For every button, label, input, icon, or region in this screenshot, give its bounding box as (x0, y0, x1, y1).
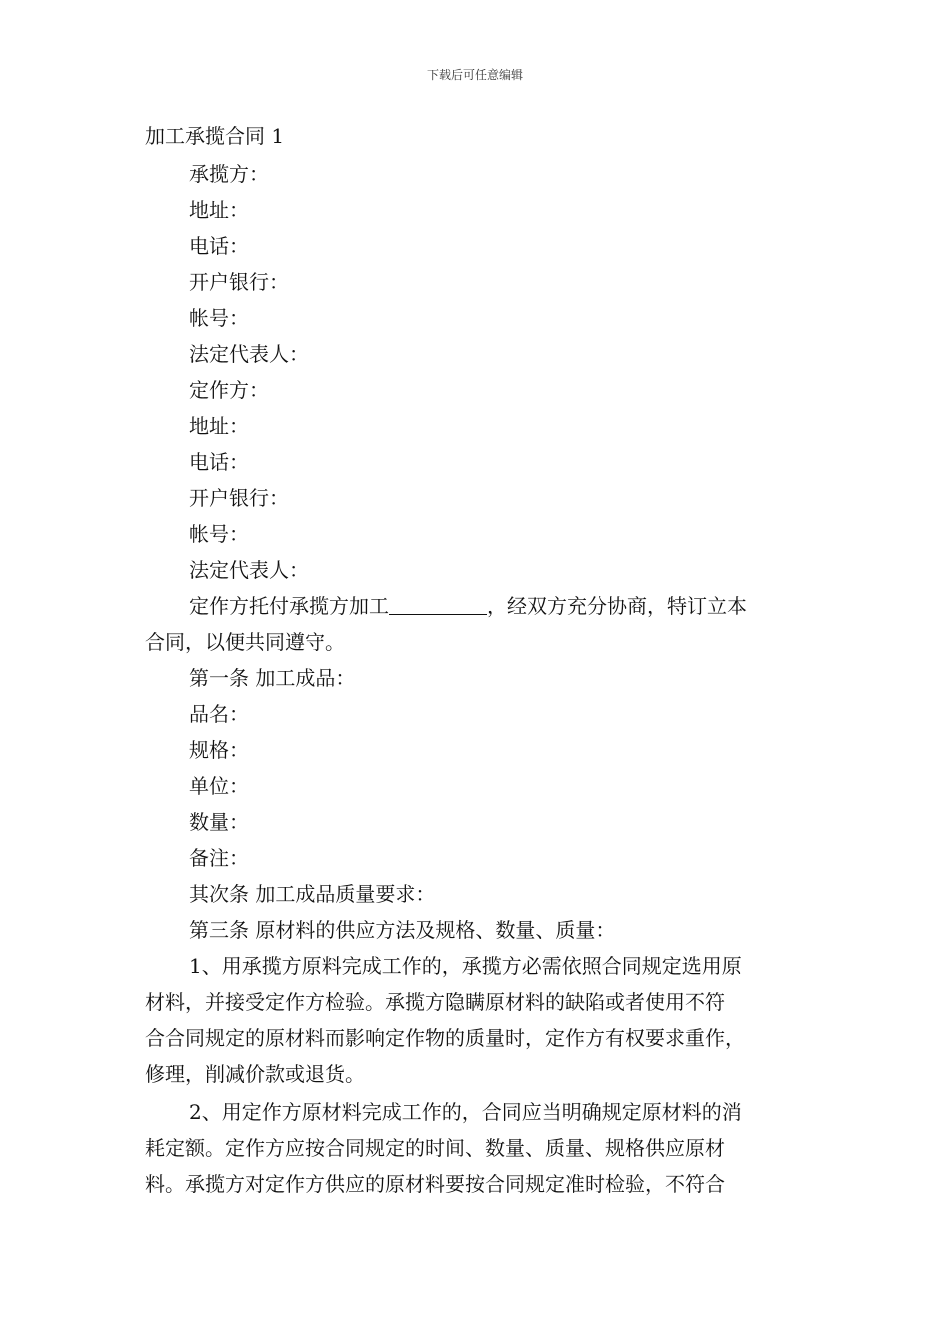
intro-line-2: 合同，以便共同遵守。 (145, 630, 345, 654)
page-header: 下载后可任意编辑 (426, 68, 523, 82)
contractor-rep-label: 法定代表人： (189, 342, 309, 366)
intro-paragraph (145, 588, 810, 660)
article-3-heading: 第三条 原材料的供应方法及规格、数量、质量： (189, 918, 616, 942)
fill-in-blank (389, 592, 487, 615)
paragraph-2-line-1: 2、用定作方原材料完成工作的，合同应当明确规定原材料的消 (189, 1100, 742, 1124)
client-address-label: 地址： (189, 414, 249, 438)
paragraph-1-line-2: 材料，并接受定作方检验。承揽方隐瞒原材料的缺陷或者使用不符 (145, 990, 725, 1014)
article-2-heading: 其次条 加工成品质量要求： (189, 882, 436, 906)
article-3-paragraph-2 (145, 1094, 810, 1202)
contract-title: 加工承揽合同 1 (145, 124, 285, 148)
contractor-phone-label: 电话： (189, 234, 249, 258)
article-1-heading: 第一条 加工成品： (189, 666, 356, 690)
contractor-party-label: 承揽方： (189, 162, 269, 186)
client-bank-label: 开户银行： (189, 486, 289, 510)
intro-text-before-blank: 定作方托付承揽方加工 (189, 594, 389, 618)
product-unit-label: 单位： (189, 774, 249, 798)
product-spec-label: 规格： (189, 738, 249, 762)
contractor-bank-label: 开户银行： (189, 270, 289, 294)
document-body (145, 120, 810, 1202)
intro-text-after-blank: ，经双方充分协商，特订立本 (487, 594, 747, 618)
contractor-account-label: 帐号： (189, 306, 249, 330)
product-name-label: 品名： (189, 702, 249, 726)
paragraph-1-line-4: 修理，削减价款或退货。 (145, 1062, 365, 1086)
paragraph-2-line-3: 料。承揽方对定作方供应的原材料要按合同规定准时检验，不符合 (145, 1172, 725, 1196)
paragraph-1-line-3: 合合同规定的原材料而影响定作物的质量时，定作方有权要求重作， (145, 1026, 745, 1050)
product-remark-label: 备注： (189, 846, 249, 870)
article-3-paragraph-1 (145, 948, 810, 1092)
client-rep-label: 法定代表人： (189, 558, 309, 582)
paragraph-1-line-1: 1、用承揽方原料完成工作的，承揽方必需依照合同规定选用原 (189, 954, 742, 978)
contractor-address-label: 地址： (189, 198, 249, 222)
paragraph-2-line-2: 耗定额。定作方应按合同规定的时间、数量、质量、规格供应原材 (145, 1136, 725, 1160)
client-phone-label: 电话： (189, 450, 249, 474)
client-party-label: 定作方： (189, 378, 269, 402)
product-qty-label: 数量： (189, 810, 249, 834)
client-account-label: 帐号： (189, 522, 249, 546)
